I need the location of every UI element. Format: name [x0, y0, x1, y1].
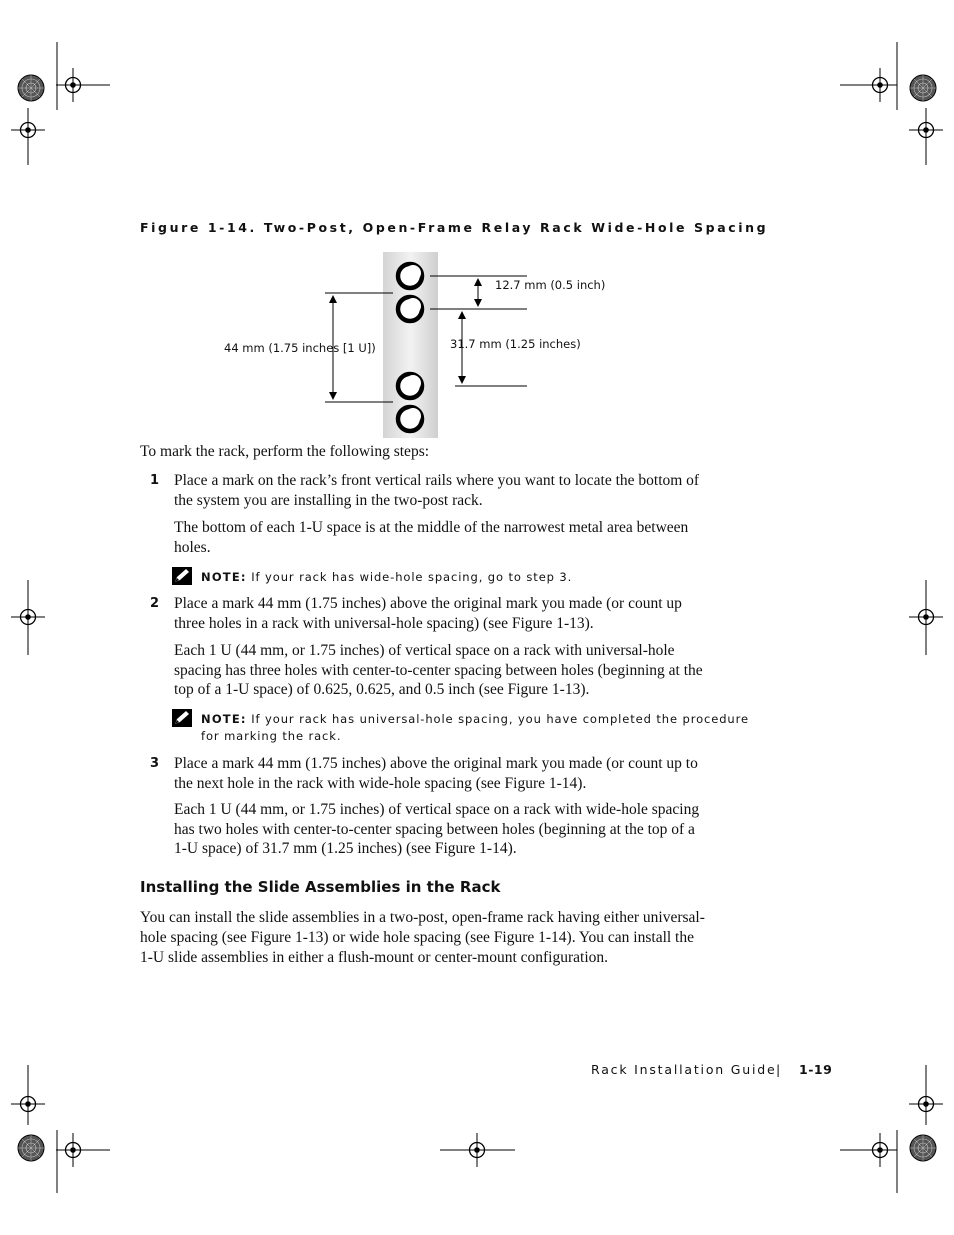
- text-line: 1-U space) of 31.7 mm (1.25 inches) (see Figure 1-14).: [174, 840, 517, 857]
- text-line: 1-U slide assemblies in either a flush-mount or center-mount configuration.: [140, 949, 609, 966]
- text-line: The bottom of each 1-U space is at the middle of the narrowest metal area between: [174, 519, 689, 536]
- text-line: Place a mark on the rack’s front vertical rails where you want to locate the bottom of: [174, 472, 700, 489]
- step-detail: [174, 641, 744, 700]
- text-line: Place a mark 44 mm (1.75 inches) above the original mark you made (or count up: [174, 595, 682, 612]
- note-label: NOTE:: [201, 712, 247, 726]
- dimension-label-u-height: 44 mm (1.75 inches [1 U]): [224, 341, 376, 355]
- section-heading: Installing the Slide Assemblies in the Rack: [140, 878, 501, 896]
- page-number: 1-19: [799, 1062, 833, 1077]
- note-text: If your rack has universal-hole spacing, you have completed the procedure: [251, 712, 749, 726]
- text-line: Place a mark 44 mm (1.75 inches) above the original mark you made (or count up to: [174, 755, 698, 772]
- note: [201, 569, 572, 586]
- step-text: [174, 754, 734, 793]
- step-detail: [174, 800, 744, 859]
- note-label: NOTE:: [201, 570, 247, 584]
- step-text: [174, 594, 734, 633]
- section-paragraph: [140, 908, 740, 968]
- step-number: 3: [150, 756, 160, 771]
- text-line: three holes in a rack with universal-hole spacing) (see Figure 1-13).: [174, 614, 594, 632]
- text-line: spacing has three holes with center-to-center spacing between holes (beginning at the: [174, 661, 703, 679]
- note-text: If your rack has wide-hole spacing, go to step 3.: [251, 570, 573, 584]
- text-line: the system you are installing in the two-post rack.: [174, 491, 483, 509]
- step-detail: [174, 518, 734, 557]
- note-pencil-icon: [172, 567, 192, 585]
- note: [201, 711, 749, 745]
- step-number: 1: [150, 473, 160, 488]
- note-pencil-icon: [172, 709, 192, 727]
- intro-text: To mark the rack, perform the following steps:: [140, 443, 430, 460]
- step-text: [174, 471, 734, 510]
- text-line: hole spacing (see Figure 1-13) or wide hole spacing (see Figure 1-14). You can install the: [140, 929, 694, 946]
- text-line: You can install the slide assemblies in a two-post, open-frame rack having either universal-: [140, 909, 705, 926]
- text-line: Each 1 U (44 mm, or 1.75 inches) of vertical space on a rack with wide-hole spacing: [174, 801, 700, 818]
- note-text-continued: for marking the rack.: [201, 729, 342, 743]
- figure-caption: Figure 1-14. Two-Post, Open-Frame Relay Rack Wide-Hole Spacing: [140, 220, 769, 235]
- dimension-label-hole-gap: 12.7 mm (0.5 inch): [495, 278, 606, 292]
- footer-guide-title: Rack Installation Guide: [591, 1062, 777, 1077]
- dimension-label-center-spacing: 31.7 mm (1.25 inches): [450, 337, 581, 351]
- step-number: 2: [150, 596, 160, 611]
- text-line: Each 1 U (44 mm, or 1.75 inches) of vertical space on a rack with universal-hole: [174, 642, 675, 659]
- text-line: holes.: [174, 538, 211, 556]
- text-line: the next hole in the rack with wide-hole spacing (see Figure 1-14).: [174, 774, 587, 792]
- text-line: has two holes with center-to-center spacing between holes (beginning at the top of a: [174, 820, 695, 838]
- text-line: top of a 1-U space) of 0.625, 0.625, and 0.5 inch (see Figure 1-13).: [174, 681, 590, 698]
- footer-separator: |: [776, 1062, 783, 1077]
